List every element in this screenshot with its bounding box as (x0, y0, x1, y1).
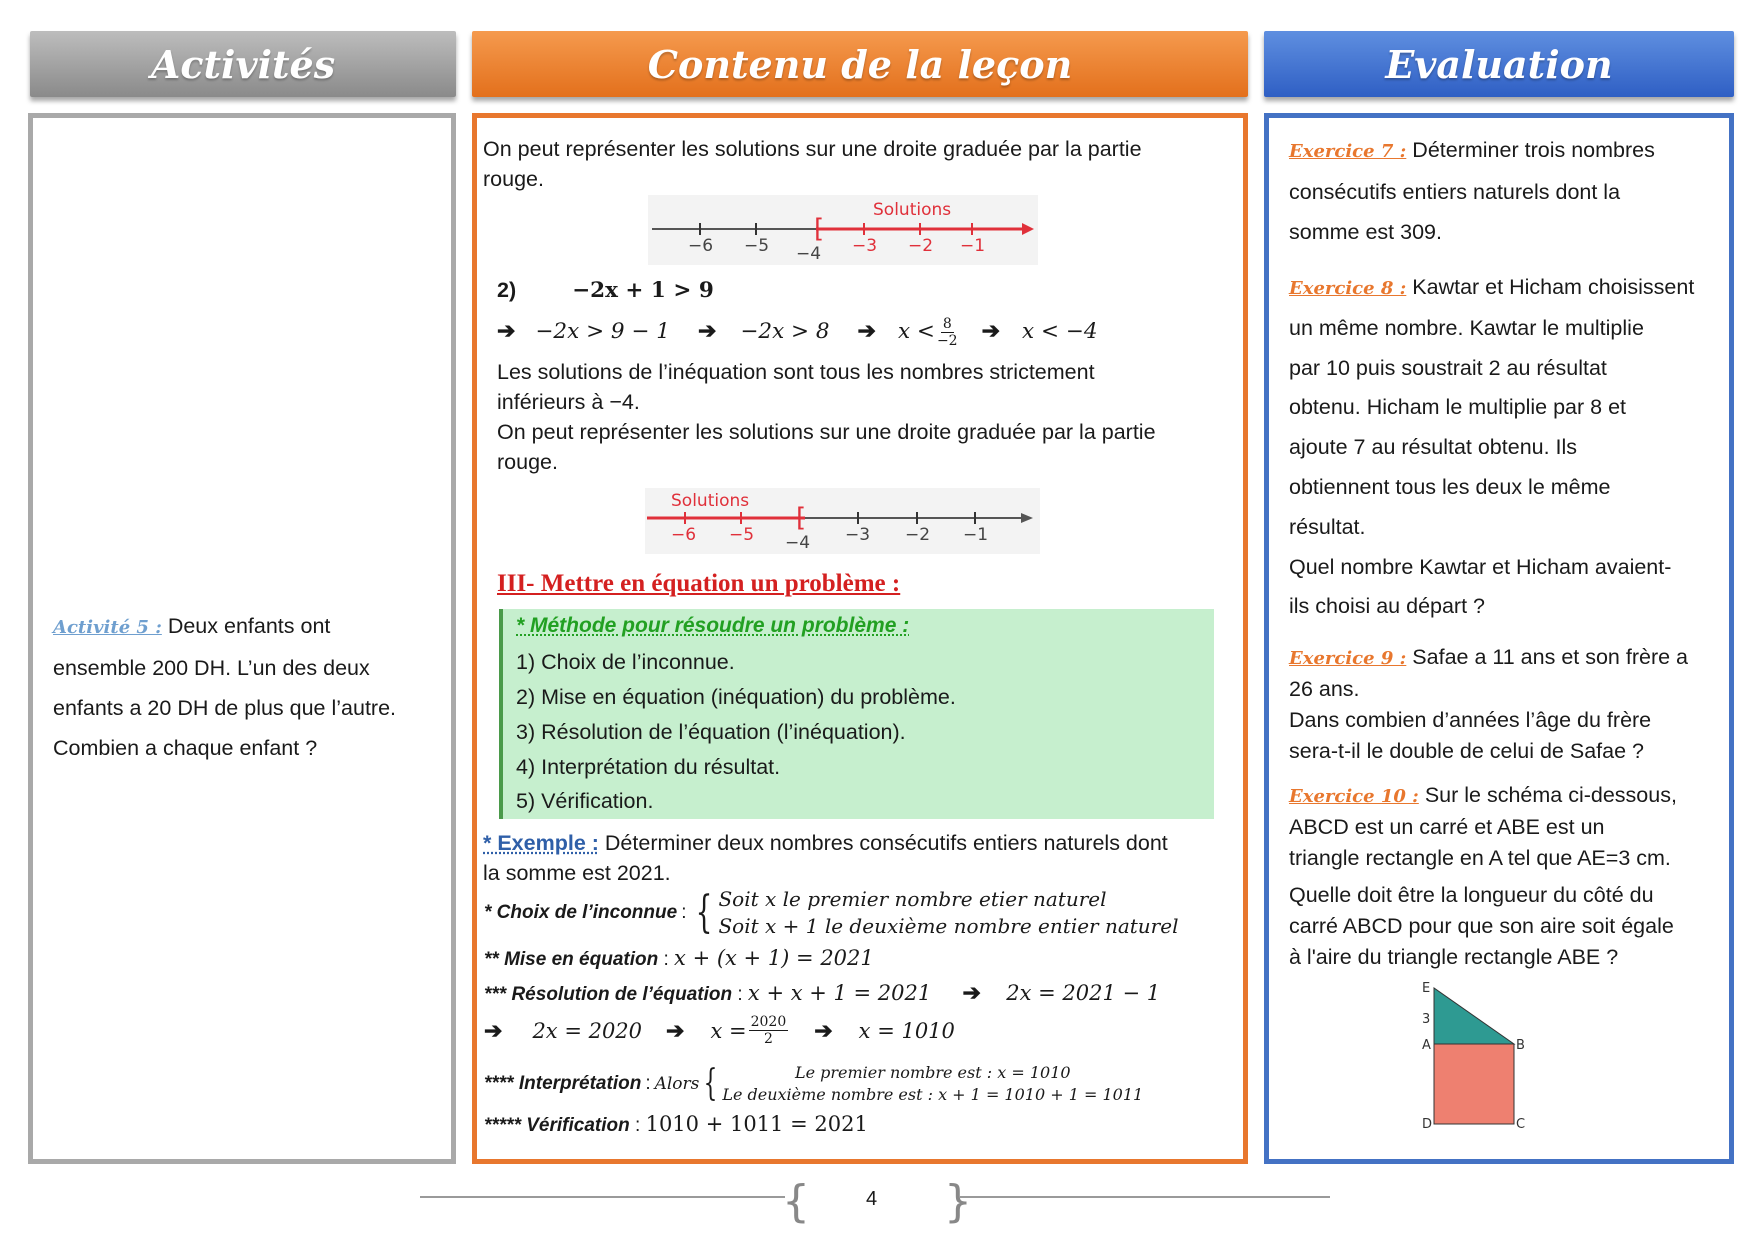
arrow-icon: ➔ (497, 318, 516, 344)
square-abcd (1434, 1044, 1514, 1124)
interpretation-label: **** Interprétation (484, 1073, 642, 1094)
resolution-step: 2x = 2021 − 1 (1006, 981, 1161, 1005)
choice-of-unknown: * Choix de l’inconnue : { Soit x le premier nombre etier naturel Soit x + 1 le deuxième nombre entier naturel (484, 887, 1179, 938)
exercise-text: ABCD est un carré et ABE est un (1289, 815, 1605, 839)
solutions-text (497, 357, 1156, 477)
resolution-step: x = (710, 1018, 747, 1043)
exercise-text: par 10 puis soustrait 2 au résultat (1289, 355, 1607, 380)
exercise-7 (1289, 130, 1655, 252)
exercise-text: à l'aire du triangle rectangle ABE ? (1289, 945, 1619, 969)
method-title: * Méthode pour résoudre un problème : (516, 614, 910, 637)
step: x < (897, 319, 935, 345)
activity-5-text: Deux enfants ont (167, 614, 331, 638)
choice-line: Soit x le premier nombre etier naturel (718, 887, 1107, 911)
method-step: 3) Résolution de l’équation (l’inéquation). (516, 720, 906, 744)
tick-label: −4 (796, 244, 822, 264)
tick-label: −1 (963, 525, 989, 545)
resolution-steps (497, 316, 1098, 349)
exercise-10 (1289, 780, 1677, 973)
activity-5-text: ensemble 200 DH. L’un des deux (53, 656, 370, 680)
exercise-text: Dans combien d’années l’âge du frère (1289, 708, 1652, 732)
header-content: Contenu de la leçon (472, 31, 1248, 97)
solutions-label: Solutions (873, 200, 952, 220)
exercise-label: Exercice 10 : (1289, 786, 1419, 807)
intro-text (483, 134, 1142, 194)
resolution-step: x + x + 1 = 2021 (747, 981, 932, 1005)
example-text: Déterminer deux nombres consécutifs entiers naturels dont (604, 831, 1168, 855)
verification-equation: 1010 + 1011 = 2021 (645, 1112, 868, 1136)
verification: ***** Vérification : 1010 + 1011 = 2021 (484, 1112, 868, 1136)
exercise-9 (1289, 642, 1688, 767)
exercise-text: obtiennent tous les deux le même (1289, 474, 1611, 499)
step: x < −4 (1022, 319, 1098, 345)
page-number: 4 (866, 1188, 878, 1210)
exercise-text: un même nombre. Kawtar le multiplie (1289, 315, 1644, 340)
activity-5 (53, 606, 396, 768)
interpretation-alors: Alors (654, 1074, 700, 1094)
bracket-mark: [ (796, 503, 807, 533)
exercise-text: ajoute 7 au résultat obtenu. Ils (1289, 435, 1578, 460)
tick-label: −3 (852, 236, 878, 256)
arrow-icon: ➔ (981, 318, 1001, 344)
vertex-label-c: C (1516, 1117, 1526, 1130)
intro-line: rouge. (483, 167, 544, 191)
number-line-2 (645, 488, 1040, 554)
part-2-heading (497, 275, 714, 306)
bracket-mark: [ (814, 214, 825, 244)
method-box (499, 609, 1214, 819)
exercise-text: carré ABCD pour que son aire soit égale (1289, 914, 1674, 938)
text-line: On peut représenter les solutions sur une droite graduée par la partie (497, 420, 1156, 444)
exercise-text: Déterminer trois nombres (1412, 138, 1655, 162)
exercise-text: triangle rectangle en A tel que AE=3 cm. (1289, 846, 1671, 870)
method-step: 5) Vérification. (516, 789, 654, 813)
footer-bracket-right: } (944, 1176, 972, 1227)
resolution-step: x = 1010 (858, 1018, 955, 1043)
header-evaluation: Evaluation (1264, 31, 1734, 97)
exercise-text: Quelle doit être la longueur du côté du (1289, 883, 1654, 907)
example-label: * Exemple : (483, 831, 599, 855)
intro-line: On peut représenter les solutions sur une droite graduée par la partie (483, 137, 1142, 161)
example (483, 828, 1168, 888)
fraction: $\frac{2020}{2}$ (750, 1014, 787, 1047)
text-line: rouge. (497, 450, 558, 474)
verification-label: ***** Vérification (484, 1115, 630, 1136)
arrow-icon: ➔ (484, 1017, 503, 1043)
example-text: la somme est 2021. (483, 861, 671, 885)
number-line-1 (648, 195, 1038, 265)
arrow-icon: ➔ (697, 318, 717, 344)
exercise-text: consécutifs entiers naturels dont la (1289, 180, 1621, 204)
interpretation-line: Le deuxième nombre est : x + 1 = 1010 + 1 = 1011 (722, 1085, 1144, 1104)
exercise-label: Exercice 8 : (1289, 278, 1407, 299)
activity-5-text: Combien a chaque enfant ? (53, 736, 318, 760)
exercise-text: Safae a 11 ans et son frère a (1412, 645, 1688, 669)
exercise-text: Sur le schéma ci-dessous, (1424, 783, 1677, 807)
tick-label: −5 (744, 236, 770, 256)
equation-resolution: *** Résolution de l’équation : x + x + 1 = 2021 ➔ 2x = 2021 − 1 (484, 980, 1161, 1005)
side-length-label: 3 (1422, 1012, 1431, 1027)
exercise-text: 26 ans. (1289, 677, 1360, 701)
brace: { (703, 1063, 718, 1104)
fraction: $\frac{8}{-2}$ (936, 316, 958, 349)
arrow-icon: ➔ (857, 318, 876, 344)
tick-label: −6 (688, 236, 714, 256)
tick-label: −6 (671, 525, 697, 545)
vertex-label-d: D (1422, 1117, 1433, 1130)
tick-label: −2 (908, 236, 934, 256)
interpretation: **** Interprétation : Alors { Le premier nombre est : x = 1010 Le deuxième nombre est : x + 1 = 1010 + 1 = 1011 (484, 1063, 1144, 1104)
inequation: −2x + 1 > 9 (572, 278, 714, 303)
tick-label: −2 (905, 525, 931, 545)
header-activities: Activités (30, 31, 456, 97)
footer-line-right (960, 1196, 1330, 1198)
arrow-icon: ➔ (666, 1017, 685, 1043)
exercise-8 (1289, 268, 1694, 627)
step: −2x > 9 − 1 (535, 319, 670, 345)
choice-line: Soit x + 1 le deuxième nombre entier naturel (718, 914, 1179, 938)
exercise-text: Kawtar et Hicham choisissent (1412, 275, 1695, 299)
tick-label: −3 (845, 525, 871, 545)
arrow-icon: ➔ (814, 1017, 833, 1043)
brace: { (696, 887, 713, 938)
section-3-title: III- Mettre en équation un problème : (497, 570, 901, 597)
tick-label: −5 (729, 525, 755, 545)
geometry-figure (1410, 980, 1550, 1130)
exercise-label: Exercice 9 : (1289, 648, 1407, 669)
triangle-abe (1434, 988, 1514, 1044)
tick-label: −1 (960, 236, 986, 256)
exercise-text: sera-t-il le double de celui de Safae ? (1289, 739, 1644, 763)
text-line: Les solutions de l’inéquation sont tous les nombres strictement (497, 360, 1095, 384)
part-number: 2) (497, 278, 517, 302)
exercise-text: ils choisi au départ ? (1289, 594, 1485, 619)
equation-label: ** Mise en équation (484, 949, 659, 970)
vertex-label-b: B (1516, 1038, 1525, 1053)
exercise-label: Exercice 7 : (1289, 141, 1407, 162)
interpretation-line: Le premier nombre est : x = 1010 (794, 1063, 1071, 1082)
vertex-label-a: A (1422, 1038, 1431, 1053)
exercise-text: somme est 309. (1289, 220, 1442, 244)
method-step: 4) Interprétation du résultat. (516, 755, 781, 779)
resolution-step: 2x = 2020 (532, 1018, 643, 1043)
method-step: 1) Choix de l’inconnue. (516, 650, 735, 674)
activity-5-label: Activité 5 : (53, 617, 162, 638)
equation-resolution-2 (484, 1014, 955, 1047)
text-line: inférieurs à −4. (497, 390, 640, 414)
resolution-label: *** Résolution de l’équation (484, 984, 733, 1005)
equation-setup: ** Mise en équation : x + (x + 1) = 2021 (484, 946, 874, 970)
step: −2x > 8 (740, 319, 830, 345)
footer-bracket-left: { (782, 1176, 810, 1227)
method-step: 2) Mise en équation (inéquation) du problème. (516, 685, 956, 709)
equation: x + (x + 1) = 2021 (674, 946, 874, 970)
footer-line-left (420, 1196, 785, 1198)
activity-5-text: enfants a 20 DH de plus que l’autre. (53, 696, 397, 720)
exercise-text: obtenu. Hicham le multiplie par 8 et (1289, 395, 1627, 420)
choice-label: * Choix de l’inconnue (484, 902, 678, 923)
tick-label: −4 (785, 533, 811, 553)
arrow-icon: ➔ (962, 980, 981, 1005)
solutions-label: Solutions (671, 491, 750, 511)
exercise-text: Quel nombre Kawtar et Hicham avaient- (1289, 554, 1672, 579)
vertex-label-e: E (1422, 981, 1431, 996)
exercise-text: résultat. (1289, 514, 1366, 539)
